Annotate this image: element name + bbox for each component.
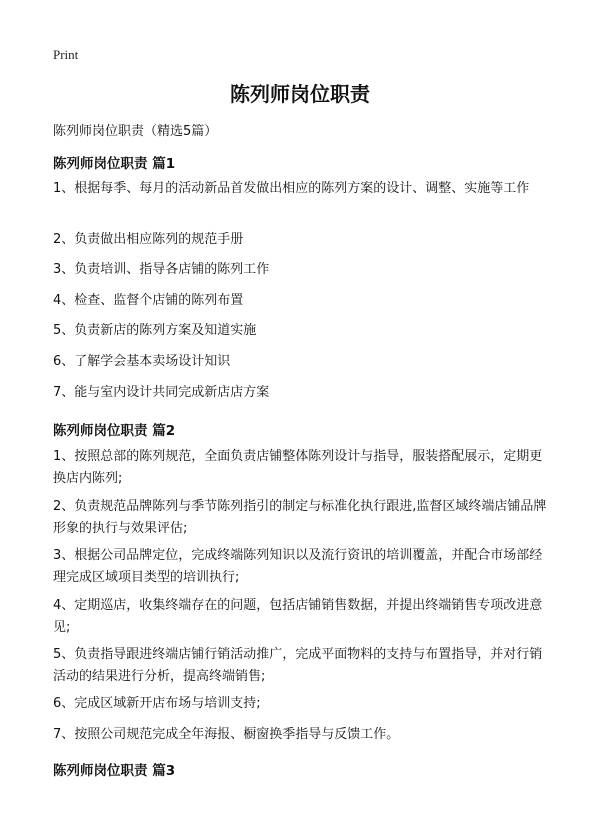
list-item: 4、检查、监督个店铺的陈列布置 — [53, 293, 244, 308]
list-item: 7、按照公司规范完成全年海报、橱窗换季指导与反馈工作。 — [53, 727, 400, 742]
list-item: 7、能与室内设计共同完成新店店方案 — [53, 385, 270, 400]
document-title: 陈列师岗位职责 — [230, 82, 370, 106]
list-item: 1、根据每季、每月的活动新品首发做出相应的陈列方案的设计、调整、实施等工作 — [53, 181, 530, 196]
document-subtitle: 陈列师岗位职责（精选5篇） — [53, 124, 218, 139]
list-item: 2、负责做出相应陈列的规范手册 — [53, 232, 244, 247]
section-heading-2: 陈列师岗位职责 篇2 — [53, 423, 176, 439]
list-item: 4、定期巡店，收集终端存在的问题，包括店铺销售数据，并提出终端销售专项改进意见; — [53, 598, 543, 635]
list-item: 6、了解学会基本卖场设计知识 — [53, 354, 231, 369]
list-item: 6、完成区域新开店布场与培训支持; — [53, 696, 261, 711]
list-item: 2、负责规范品牌陈列与季节陈列指引的制定与标准化执行跟进,监督区域终端店铺品牌形象的执行与效果评估; — [53, 499, 547, 536]
section-heading-3: 陈列师岗位职责 篇3 — [53, 763, 176, 779]
list-item: 5、负责新店的陈列方案及知道实施 — [53, 323, 257, 338]
list-item: 1、按照总部的陈列规范，全面负责店铺整体陈列设计与指导，服装搭配展示，定期更换店内陈列; — [53, 449, 543, 486]
list-item: 3、负责培训、指导各店铺的陈列工作 — [53, 262, 270, 277]
section-heading-1: 陈列师岗位职责 篇1 — [53, 156, 176, 172]
list-item: 5、负责指导跟进终端店铺行销活动推广，完成平面物料的支持与布置指导，并对行销活动的结果进行分析，提高终端销售; — [53, 647, 543, 684]
list-item: 3、根据公司品牌定位，完成终端陈列知识以及流行资讯的培训覆盖，并配合市场部经理完成区域项目类型的培训执行; — [53, 548, 543, 585]
print-label: Print — [53, 47, 79, 62]
